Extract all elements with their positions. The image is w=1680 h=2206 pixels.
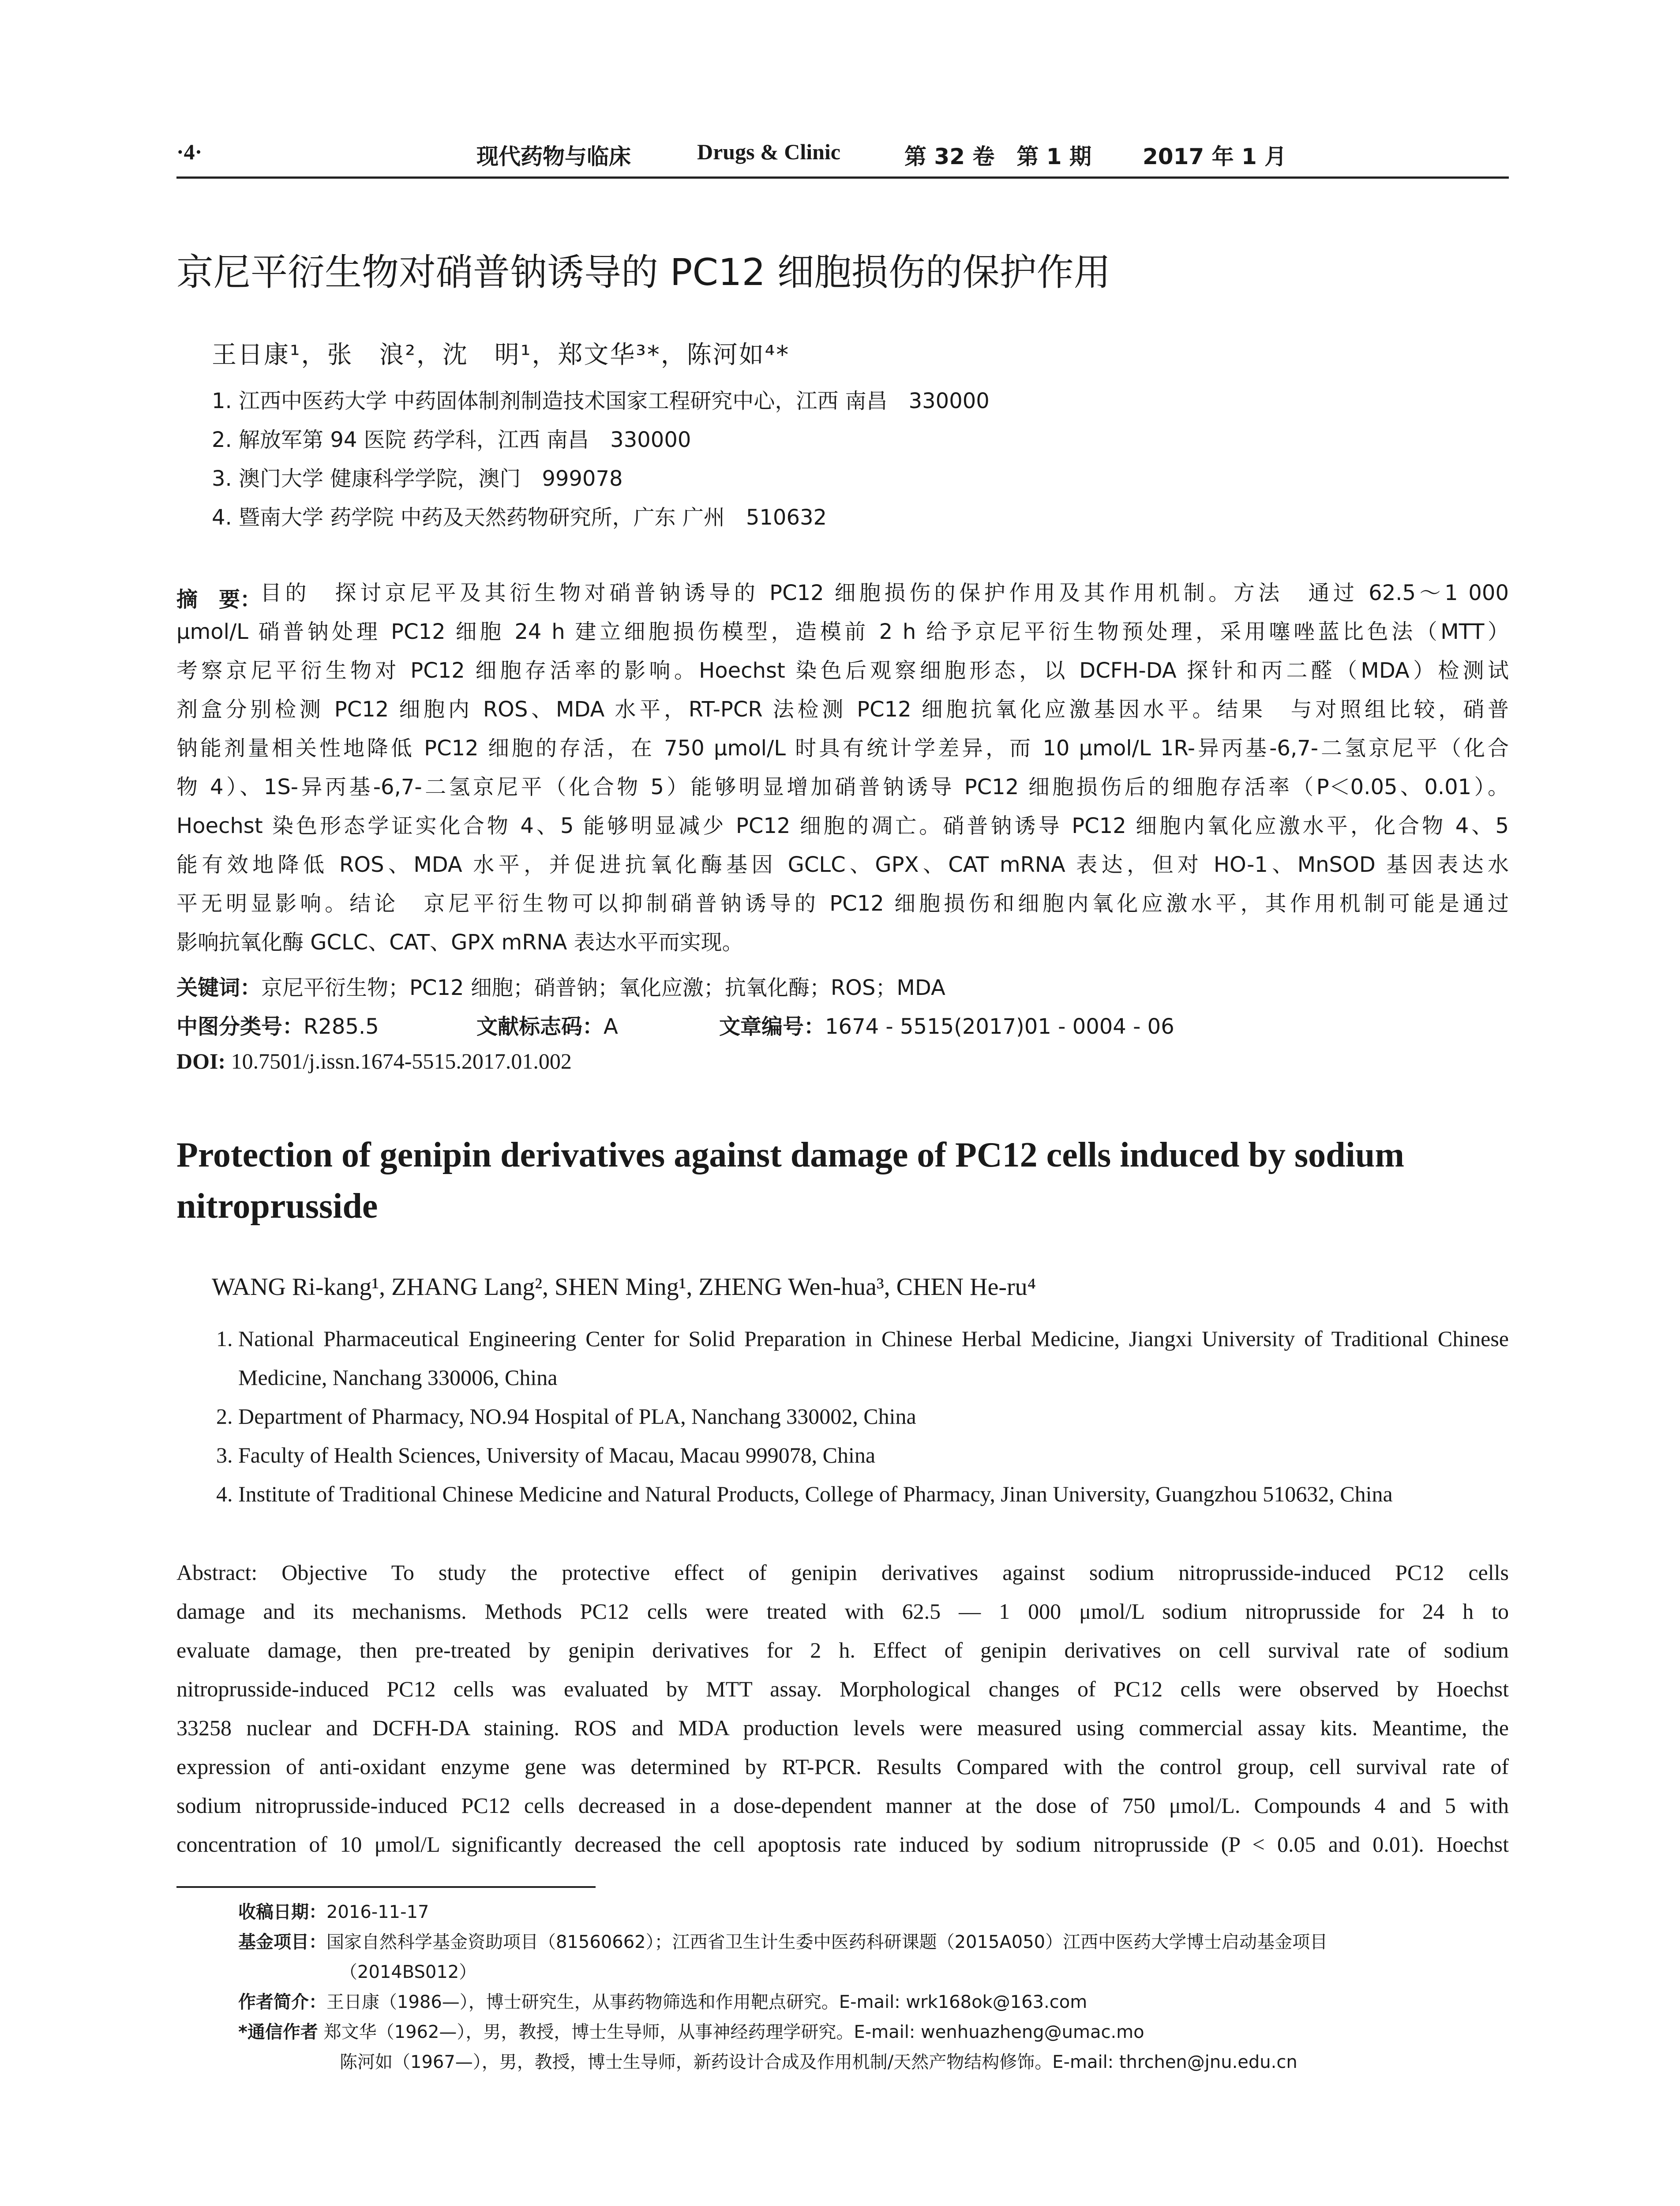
footnote-author-bio: 作者简介：王日康（1986—），博士研究生，从事药物筛选和作用靶点研究。E-mail: wrk168ok@163.com [238,1992,1088,2012]
en-abstract-line: expression of anti-oxidant enzyme gene was determined by RT-PCR. Results Compared with the control group, cell survival rate of [176,1754,1509,1779]
journal-name-en: Drugs & Clinic [697,139,840,164]
issue-date: 2017 年 1 月 [1143,144,1287,169]
cn-keywords [176,971,945,1001]
footnote-funding: 基金项目：国家自然科学基金资助项目（81560662）；江西省卫生计生委中医药科研课题（2015A050）江西中医药大学博士启动基金项目 [238,1932,1328,1952]
cn-affiliation: 2. 解放军第 94 医院 药学科，江西 南昌 330000 [212,428,691,452]
cn-abstract-line: 考察京尼平衍生物对 PC12 细胞存活率的影响。Hoechst 染色后观察细胞形态，以 DCFH-DA 探针和丙二醛（MDA）检测试 [176,658,1509,683]
footnote-funding-cont: （2014BS012） [340,1962,477,1982]
cn-clc [176,1009,379,1040]
en-affiliation: 1. National Pharmaceutical Engineering Center for Solid Preparation in Chinese Herbal Medicine, Jiangxi University of Traditional Chinese Medicine, Nanchang 330006, China [216,1326,1509,1390]
volume-issue: 第 32 卷 第 1 期 [904,144,1091,169]
cn-authors: 王日康¹，张 浪²，沈 明¹，郑文华³*，陈河如⁴* [212,341,790,369]
running-header [176,139,1509,179]
page-number: ·4· [176,139,202,164]
footnote-corresponding-cont: 陈河如（1967—），男，教授，博士生导师，新药设计合成及作用机制/天然产物结构修饰。E-mail: thrchen@jnu.edu.cn [340,2052,1298,2072]
doi-label: DOI: [176,1049,226,1073]
footnote-corresponding: *通信作者 郑文华（1962—），男，教授，博士生导师，从事神经药理学研究。E-mail: wenhuazheng@umac.mo [238,2022,1144,2042]
cn-abstract-line: 影响抗氧化酶 GCLC、CAT、GPX mRNA 表达水平而实现。 [176,930,743,955]
en-abstract-line: damage and its mechanisms. Methods PC12 cells were treated with 62.5 — 1 000 μmol/L sodium nitroprusside for 24 h to [176,1599,1509,1624]
en-title: Protection of genipin derivatives against damage of PC12 cells induced by sodium nitroprusside [176,1136,1404,1226]
keywords-label: 关键词： [176,975,262,1000]
cn-abstract-line: 钠能剂量相关性地降低 PC12 细胞的存活，在 750 μmol/L 时具有统计学差异，而 10 μmol/L 1R-异丙基-6,7-二氢京尼平（化合 [176,736,1509,761]
cn-affiliation: 1. 江西中医药大学 中药固体制剂制造技术国家工程研究中心，江西 南昌 330000 [212,389,990,413]
article-no-value: 1674 - 5515(2017)01 - 0004 - 06 [825,1014,1174,1039]
cn-doc-code [476,1009,618,1040]
cn-affiliation: 3. 澳门大学 健康科学学院，澳门 999078 [212,466,623,491]
en-abstract-line: nitroprusside-induced PC12 cells was evaluated by MTT assay. Morphological changes of PC12 cells were observed by Hoechst [176,1677,1509,1701]
clc-value: R285.5 [304,1014,379,1039]
en-abstract-line: sodium nitroprusside-induced PC12 cells decreased in a dose-dependent manner at the dose of 750 μmol/L. Compounds 4 and 5 with [176,1793,1509,1818]
footnote-rule [176,1886,596,1888]
en-affiliation: 2. Department of Pharmacy, NO.94 Hospital of PLA, Nanchang 330002, China [216,1404,916,1429]
en-affiliation: 3. Faculty of Health Sciences, University of Macau, Macau 999078, China [216,1443,876,1467]
article-no-label: 文章编号： [719,1014,825,1039]
en-abstract-line: Abstract: Objective To study the protective effect of genipin derivatives against sodium nitroprusside-induced PC12 cells [176,1560,1509,1585]
cn-abstract-line: 平无明显影响。结论 京尼平衍生物可以抑制硝普钠诱导的 PC12 细胞损伤和细胞内氧化应激水平，其作用机制可能是通过 [176,891,1509,916]
cn-abstract-line: Hoechst 染色形态学证实化合物 4、5 能够明显减少 PC12 细胞的凋亡。硝普钠诱导 PC12 细胞内氧化应激水平，化合物 4、5 [176,814,1509,838]
cn-affiliation: 4. 暨南大学 药学院 中药及天然药物研究所，广东 广州 510632 [212,505,827,530]
footnotes [238,1897,1509,2077]
en-abstract-line: 33258 nuclear and DCFH-DA staining. ROS and MDA production levels were measured using commercial assay kits. Meantime, the [176,1715,1509,1740]
en-abstract-line: evaluate damage, then pre-treated by genipin derivatives for 2 h. Effect of genipin derivatives on cell survival rate of sodium [176,1638,1509,1662]
cn-abstract-line: 物 4）、1S-异丙基-6,7-二氢京尼平（化合物 5）能够明显增加硝普钠诱导 PC12 细胞损伤后的细胞存活率（P＜0.05、0.01）。 [176,775,1509,799]
cn-abstract-line: μmol/L 硝普钠处理 PC12 细胞 24 h 建立细胞损伤模型，造模前 2 h 给予京尼平衍生物预处理，采用噻唑蓝比色法（MTT） [176,619,1509,644]
doc-code-label: 文献标志码： [476,1014,604,1039]
keywords-value: 京尼平衍生物；PC12 细胞；硝普钠；氧化应激；抗氧化酶；ROS；MDA [261,975,945,1000]
footnote-received: 收稿日期：2016-11-17 [238,1902,429,1922]
cn-abstract-line: 剂盒分别检测 PC12 细胞内 ROS、MDA 水平，RT-PCR 法检测 PC12 细胞抗氧化应激基因水平。结果 与对照组比较，硝普 [176,697,1509,722]
cn-article-no [719,1009,1174,1040]
doc-code-value: A [604,1014,618,1039]
journal-name-cn: 现代药物与临床 [476,144,631,169]
doi-line [176,1048,572,1074]
en-abstract-line: concentration of 10 μmol/L significantly decreased the cell apoptosis rate induced by sodium nitroprusside (P < 0.05 and 0.01). Hoechst [176,1832,1509,1857]
cn-abstract-label: 摘 要： [176,587,262,612]
en-affiliation: 4. Institute of Traditional Chinese Medicine and Natural Products, College of Pharmacy, Jinan University, Guangzhou 510632, China [216,1482,1393,1506]
clc-label: 中图分类号： [176,1014,304,1039]
cn-title: 京尼平衍生物对硝普钠诱导的 PC12 细胞损伤的保护作用 [176,251,1111,294]
en-authors: WANG Ri-kang¹, ZHANG Lang², SHEN Ming¹, ZHENG Wen-hua³, CHEN He-ru⁴ [212,1273,1036,1301]
doi-value: 10.7501/j.issn.1674-5515.2017.01.002 [231,1049,572,1073]
header-rule [176,176,1509,179]
cn-abstract-line: 能有效地降低 ROS、MDA 水平，并促进抗氧化酶基因 GCLC、GPX、CAT mRNA 表达，但对 HO-1、MnSOD 基因表达水 [176,852,1509,877]
cn-abstract-line: 目的 探讨京尼平及其衍生物对硝普钠诱导的 PC12 细胞损伤的保护作用及其作用机制。方法 通过 62.5～1 000 [260,581,1509,605]
